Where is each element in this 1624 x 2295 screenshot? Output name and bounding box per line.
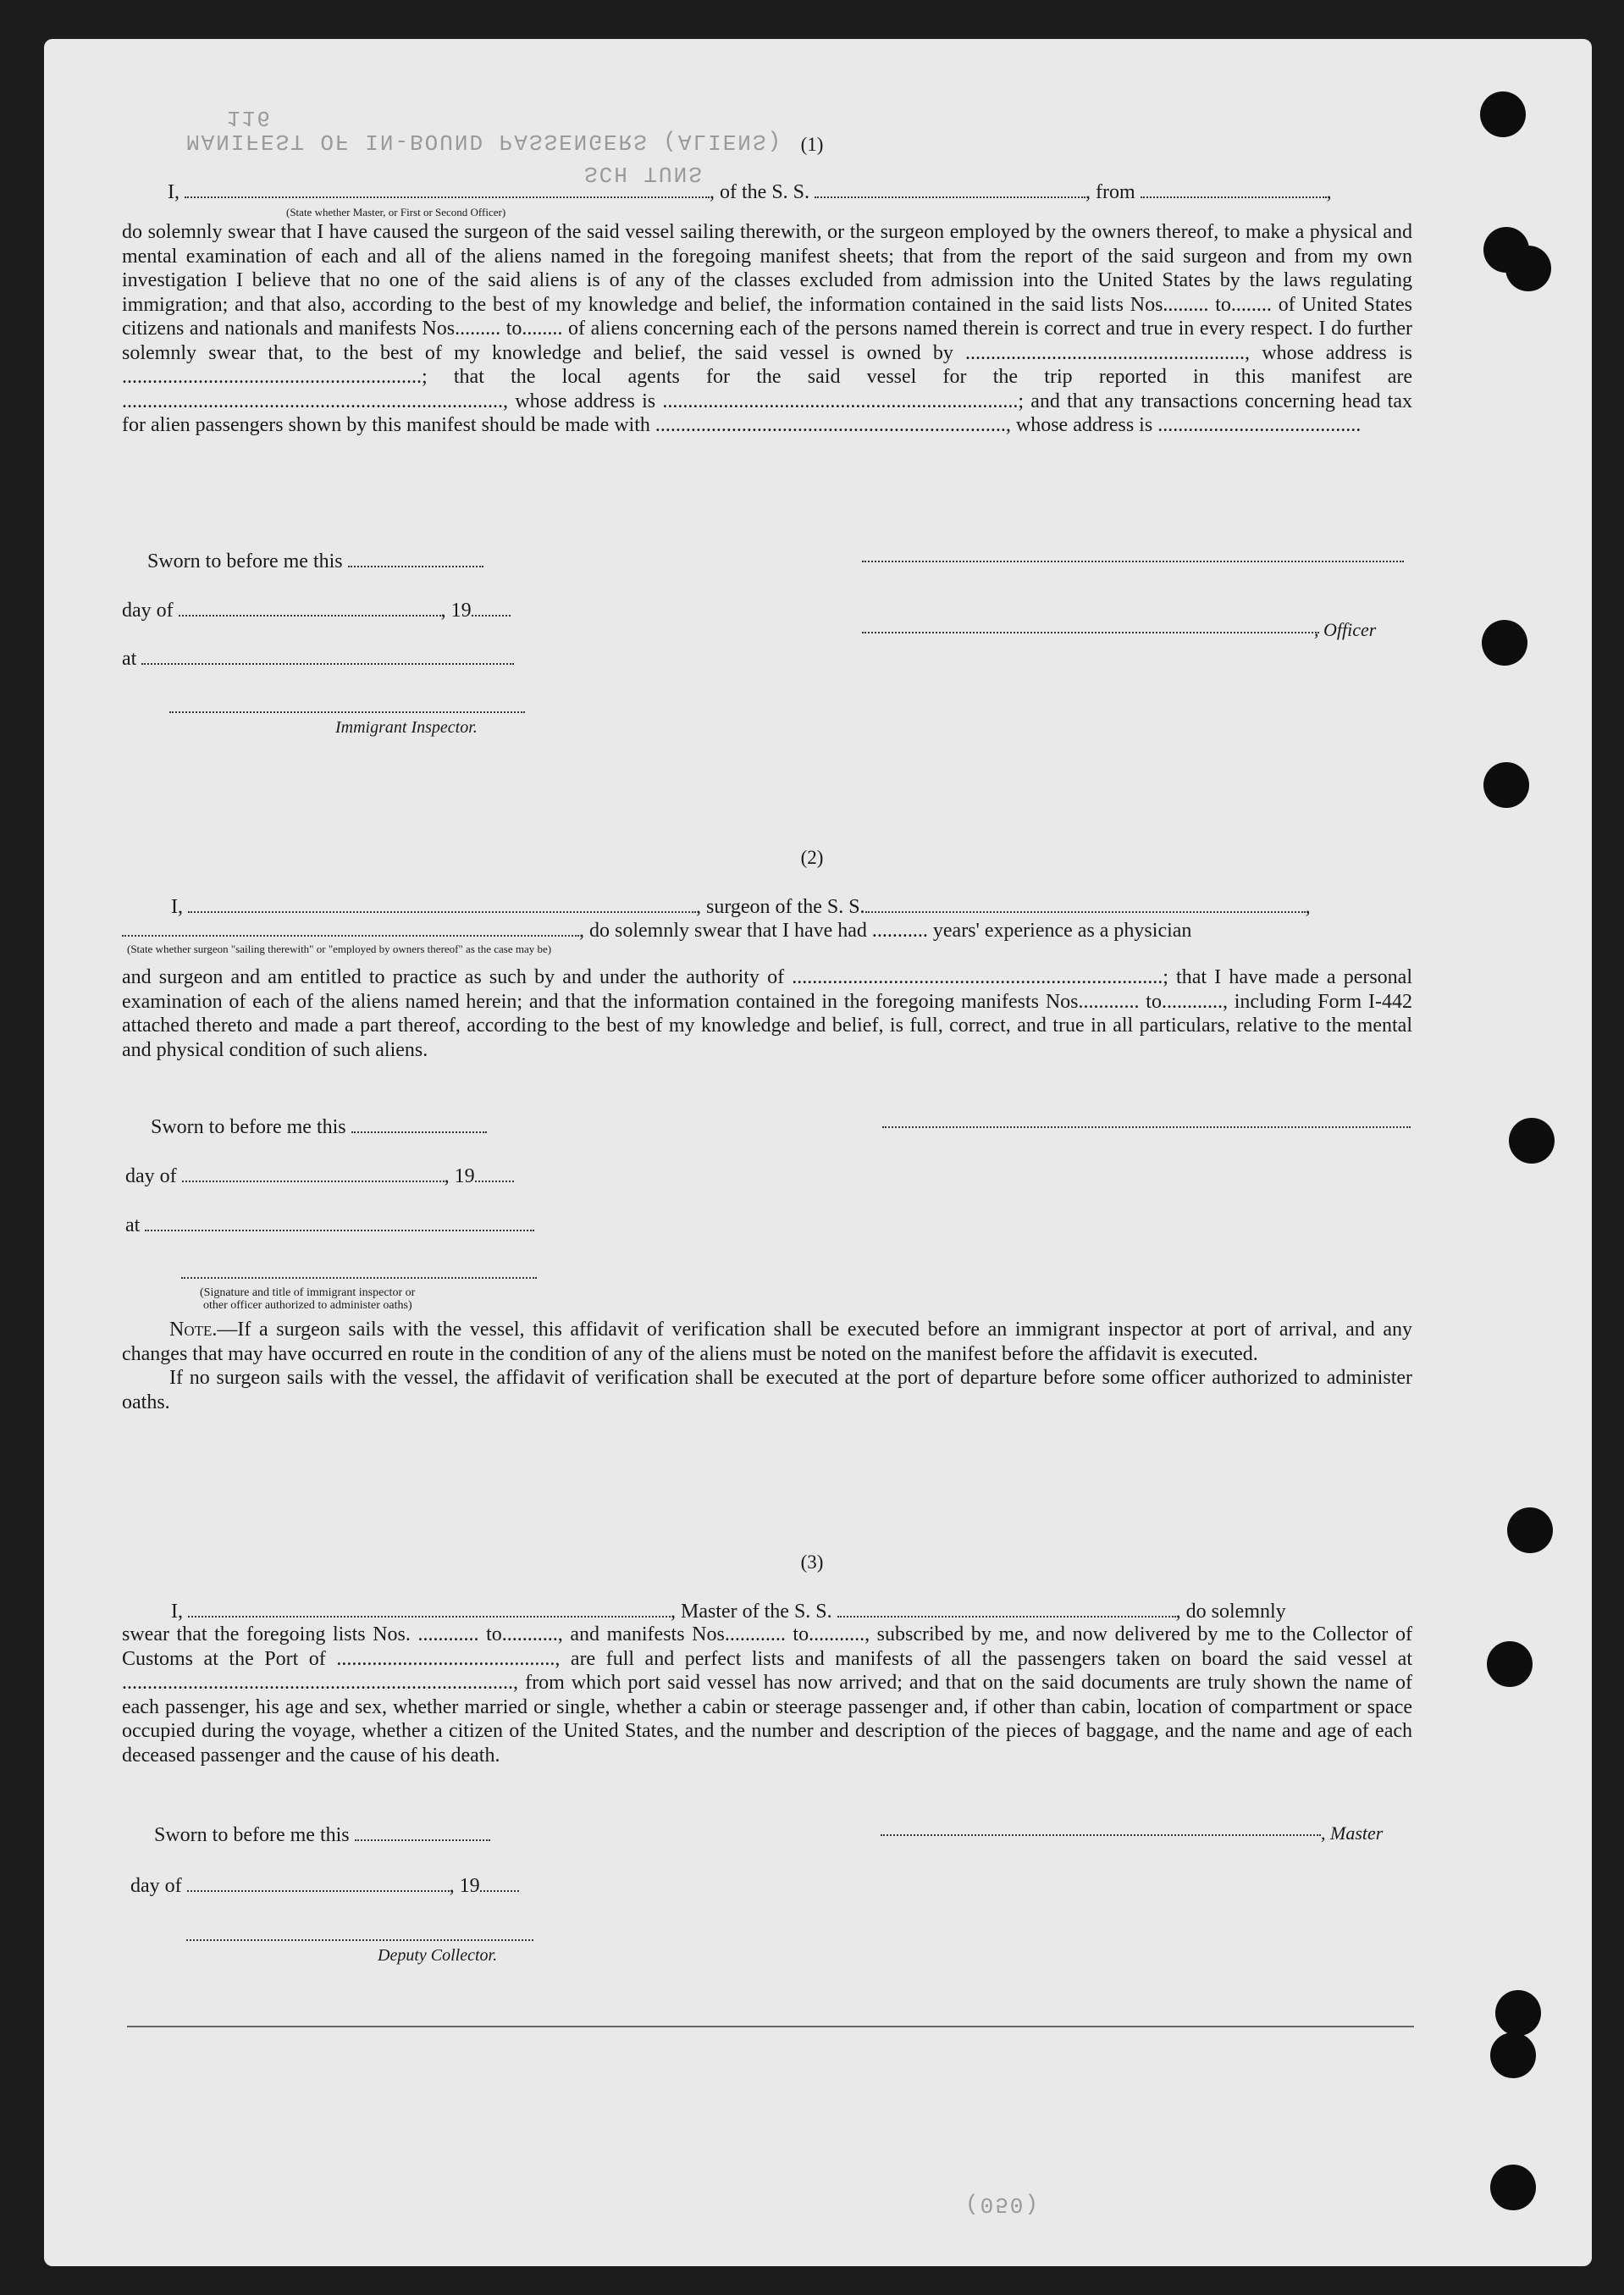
note [122, 1318, 1412, 1414]
paragraph-text: and surgeon and am entitled to practice as such by and under the authority of .........................................................................; that I have made a personal examination of each of the aliens named herein; and that the information contained in the foregoing manifests Nos............ to............, including Form I-442 attached thereto and made a part thereof, according to the best of my knowledge and belief, is full, correct, and true in all particulars, relative to the mental and physical condition of such aliens. [122, 966, 1412, 1061]
officer-label: , Officer [1314, 619, 1377, 640]
caption: (State whether surgeon "sailing therewith" or "employed by owners thereof" as the case may be) [127, 943, 552, 955]
year-blank[interactable] [475, 1164, 514, 1182]
text: Sworn to before me this [151, 1116, 346, 1138]
master-signature-line[interactable] [881, 1833, 1321, 1836]
day-blank[interactable] [179, 598, 441, 617]
text: day of [130, 1875, 182, 1897]
binder-hole [1480, 91, 1526, 137]
from-blank[interactable] [1141, 180, 1327, 198]
day-line [125, 1164, 514, 1188]
signature-line[interactable] [862, 559, 1404, 562]
inspector-label: Immigrant Inspector. [335, 718, 478, 737]
section-number: (3) [800, 1551, 824, 1573]
at-line [125, 1213, 534, 1237]
binder-hole [1495, 1990, 1541, 2036]
year-blank[interactable] [472, 598, 511, 617]
sworn-line [154, 1822, 490, 1847]
bottom-rule [127, 2026, 1414, 2027]
ghost-header: MANIFEST OF IN-BOUND PASSENGERS (ALIENS) [186, 129, 783, 154]
day-line [130, 1873, 519, 1898]
text: day of [122, 600, 174, 622]
at-line [122, 646, 514, 671]
sworn-line [147, 549, 483, 573]
caption: (State whether Master, or First or Second Officer) [286, 206, 506, 218]
text: , Master of the S. S. [671, 1601, 832, 1623]
day-blank[interactable] [187, 1873, 450, 1892]
text: , 19 [440, 600, 472, 622]
signature-line[interactable] [882, 1125, 1411, 1128]
officer-signature-line[interactable] [862, 630, 1319, 633]
binder-hole [1505, 246, 1551, 291]
binder-hole [1482, 620, 1527, 666]
text: , from [1085, 181, 1135, 203]
inspector-signature-line[interactable] [169, 710, 525, 713]
ghost-footer: (050) [965, 2192, 1041, 2217]
text: I, [171, 1601, 183, 1623]
surgeon-line: I, , surgeon of the S. S. , [171, 896, 1311, 918]
day-blank[interactable] [182, 1164, 445, 1182]
ghost-header: SCH TUNS [584, 161, 704, 186]
paragraph-text: swear that the foregoing lists Nos. ............ to..........., and manifests Nos............ to..........., subscribed by me, and now delivered by me to the Collector of Customs at the Port of ..........................................., are full and perfect lists and manifests of all the passengers taken on board the said vessel at ............................................................................., from which port said vessel has now arrived; and that on the said documents are truly shown the name of each passenger, his age and sex, whether married or single, whether a cabin or steerage passenger and, if other than cabin, location of compartment or space occupied during the voyage, whether a citizen of the United States, and the number and description of the pieces of baggage, and the name and age of each deceased passenger and the cause of his death. [122, 1623, 1412, 1767]
text: , 19 [444, 1165, 475, 1187]
deputy-label: Deputy Collector. [378, 1946, 498, 1965]
sworn-line [151, 1114, 487, 1139]
name-blank[interactable] [185, 180, 710, 198]
note-label: Note. [169, 1319, 218, 1341]
ship-blank[interactable] [837, 1599, 1176, 1618]
section-number: (1) [800, 134, 824, 155]
oath-paragraph [122, 220, 1412, 438]
binder-hole [1490, 2032, 1536, 2078]
status-blank[interactable] [122, 918, 579, 937]
text: , of the S. S. [710, 181, 810, 203]
year-blank[interactable] [480, 1873, 519, 1892]
paragraph-text: do solemnly swear that I have caused the surgeon of the said vessel sailing therewith, or the surgeon employed by the owners thereof, to make a physical and mental examination of each and all of the aliens named in the foregoing manifest sheets; that from the report of the said surgeon and from my own investigation I believe that no one of the said aliens is of any of the classes excluded from admission into the United States by the laws regulating immigration; and that also, according to the best of my knowledge and belief, the information contained in the said lists Nos......... to........ of United States citizens and nationals and manifests Nos......... to........ of aliens concerning each of the persons named therein is correct and true in every respect. I do further solemnly swear that, to the best of my knowledge and belief, the said vessel is owned by ......................................................., whose address is ...........................................................; that the local agents for the said vessel for the trip reported in this manifest are ..........................................................................., whose address is ......................................................................; and that any transactions concerning head tax for alien passengers shown by this manifest should be made with ....................................................................., whose address is ........................................ [122, 221, 1412, 436]
name-blank[interactable] [188, 1599, 671, 1618]
binder-hole [1509, 1118, 1555, 1164]
name-blank[interactable] [188, 894, 696, 913]
master-label: , Master [1321, 1822, 1384, 1844]
text: at [125, 1214, 141, 1236]
text: Sworn to before me this [154, 1824, 350, 1846]
ship-blank[interactable] [815, 180, 1085, 198]
oath-line: I, , of the S. S. , from , [168, 181, 1332, 203]
ship-blank[interactable] [865, 894, 1306, 913]
text: , do solemnly [1175, 1601, 1286, 1623]
master-paragraph [122, 1623, 1412, 1767]
day-line [122, 598, 511, 622]
binder-hole [1507, 1507, 1553, 1553]
text: , do solemnly swear that I have had ........... years' experience as a physician [579, 920, 1192, 942]
date-blank[interactable] [355, 1822, 490, 1841]
date-blank[interactable] [351, 1114, 487, 1133]
deputy-signature-line[interactable] [186, 1938, 533, 1941]
signature-caption: (Signature and title of immigrant inspector or [200, 1286, 416, 1299]
text: , 19 [449, 1875, 480, 1897]
note-text: —If a surgeon sails with the vessel, this affidavit of verification shall be executed before an immigrant inspector at port of arrival, and any changes that may have occurred en route in the condition of any of the aliens must be noted on the manifest before the affidavit is executed. [122, 1319, 1412, 1365]
text: , surgeon of the S. S. [696, 896, 865, 918]
place-blank[interactable] [145, 1213, 534, 1231]
text: at [122, 648, 137, 670]
section-number: (2) [800, 847, 824, 868]
date-blank[interactable] [348, 549, 483, 567]
binder-hole [1490, 2165, 1536, 2210]
binder-hole [1487, 1641, 1533, 1687]
surgeon-paragraph [122, 965, 1412, 1062]
ghost-header: 116 [227, 105, 272, 130]
text: day of [125, 1165, 177, 1187]
signature-caption: other officer authorized to administer oaths) [203, 1299, 412, 1312]
inspector-signature-line[interactable] [181, 1275, 537, 1279]
note-text-2: If no surgeon sails with the vessel, the affidavit of verification shall be executed at the port of departure before some officer authorized to administer oaths. [122, 1367, 1412, 1413]
surgeon-line-2 [122, 918, 1191, 943]
master-line [171, 1599, 1286, 1623]
place-blank[interactable] [141, 646, 514, 665]
text: Sworn to before me this [147, 550, 343, 572]
binder-hole [1483, 762, 1529, 808]
text: I, [171, 896, 183, 918]
text: I, [168, 181, 180, 203]
